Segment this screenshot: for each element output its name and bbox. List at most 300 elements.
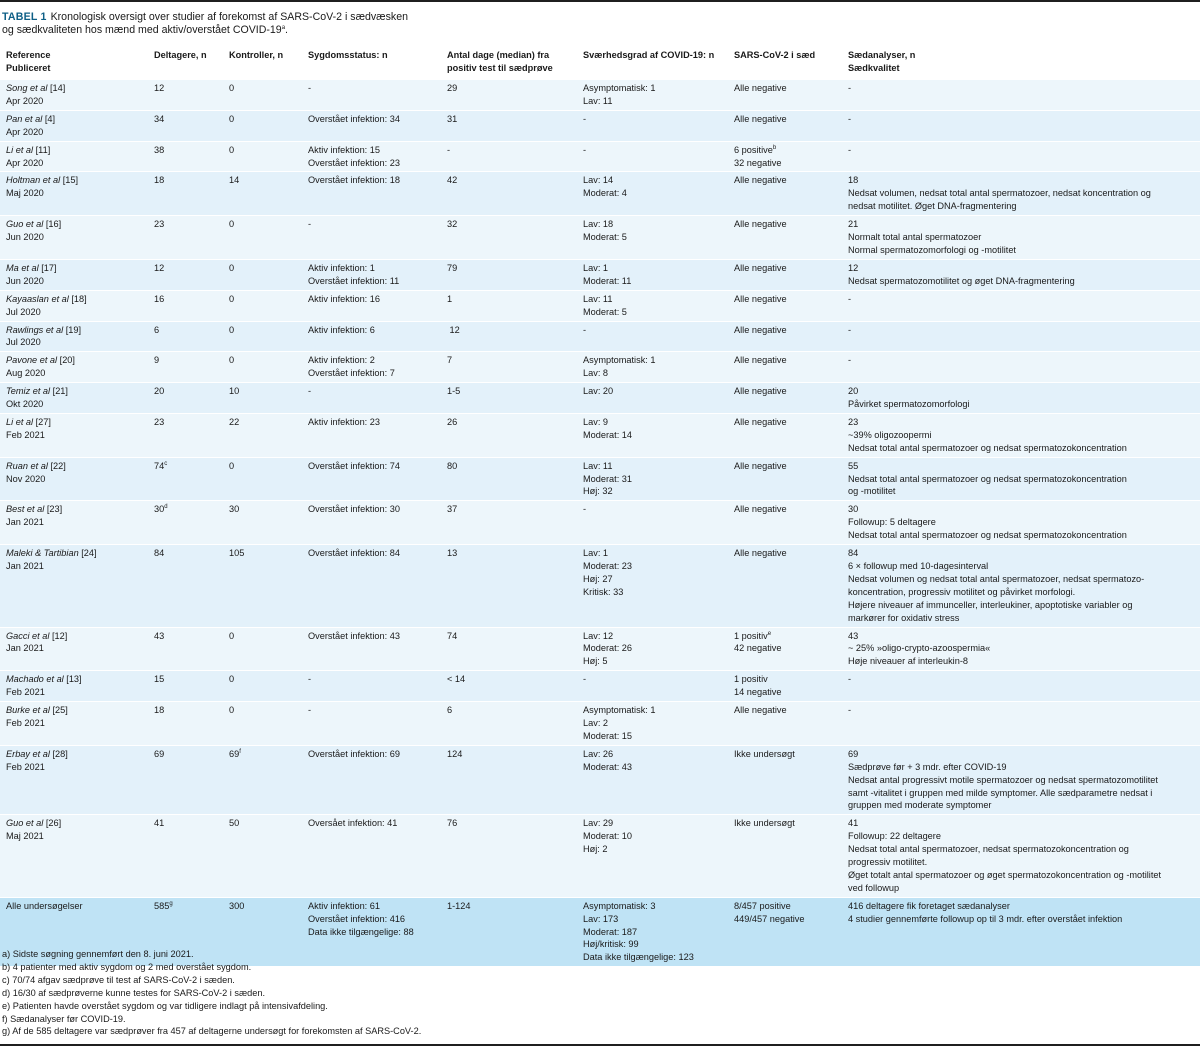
cell-svaerhedsgrad (583, 141, 734, 172)
cell-deltagere (154, 702, 229, 746)
semen-analysis-line: Nedsat total antal spermatozoer og nedsat spermatozokoncentration (848, 530, 1127, 541)
semen-analysis-line: Normal spermatozomorfologi og -motilitet (848, 244, 1016, 255)
status-line: - (308, 705, 312, 716)
cell-kontroller (229, 352, 308, 383)
semen-analysis-line: Høje niveauer af interleukin-8 (848, 656, 969, 667)
semen-analysis-line: Nedsat total antal spermatozoer, nedsat spermatozokoncentration og (848, 844, 1129, 855)
antal-dage-value: 1 (447, 293, 453, 304)
sars-line: Alle negative (734, 324, 787, 335)
cell-sygdomsstatus (308, 745, 447, 815)
kontroller-value: 0 (229, 83, 235, 93)
status-line: Aktiv infektion: 2 (308, 355, 375, 366)
semen-analysis-line: 30 (848, 504, 859, 515)
semen-analysis-line: ved followup (848, 882, 900, 893)
cell-deltagere (154, 216, 229, 260)
table-row (0, 457, 1200, 501)
kontroller-value: 105 (229, 548, 245, 559)
sars-line: Alle negative (734, 355, 787, 366)
header-line: Kontroller, n (229, 50, 284, 60)
cell-sars-cov-2 (734, 80, 848, 111)
cell-reference (0, 702, 154, 746)
antal-dage-value: 79 (447, 262, 458, 273)
cell-reference (0, 80, 154, 111)
reference-author: Holtman et al (6, 175, 61, 186)
kontroller-value: 0 (229, 460, 235, 471)
cell-kontroller (229, 627, 308, 671)
cell-reference (0, 545, 154, 627)
reference-citation: [20] (57, 355, 75, 366)
cell-reference (0, 815, 154, 897)
cell-antal-dage (447, 216, 583, 260)
cell-sars-cov-2 (734, 383, 848, 414)
reference-author: Pavone et al (6, 355, 58, 366)
caption-footnote-mark: a (281, 25, 286, 31)
semen-analysis-line: Påvirket spermatozomorfologi (848, 399, 970, 410)
reference-line (6, 262, 154, 275)
sars-line: 42 negative (734, 643, 782, 654)
deltagere-value: 41 (154, 818, 165, 829)
status-line: Aktiv infektion: 23 (308, 416, 381, 427)
cell-sygdomsstatus (308, 259, 447, 290)
cell-svaerhedsgrad (583, 352, 734, 383)
antal-dage-value: 12 (447, 324, 460, 335)
status-line: Aktiv infektion: 1 (308, 262, 375, 273)
header-deltagere (154, 46, 229, 80)
severity-line: Moderat: 4 (583, 188, 627, 199)
table-row (0, 321, 1200, 352)
cell-sygdomsstatus (308, 321, 447, 352)
cell-sygdomsstatus (308, 352, 447, 383)
deltagere-value: 69 (154, 748, 165, 759)
cell-sygdomsstatus (308, 216, 447, 260)
cell-kontroller (229, 321, 308, 352)
severity-line: - (583, 324, 587, 335)
cell-antal-dage (447, 321, 583, 352)
antal-dage-value: 32 (447, 219, 458, 230)
cell-antal-dage (447, 745, 583, 815)
cell-reference (0, 413, 154, 457)
severity-line: Moderat: 5 (583, 232, 627, 243)
table-row (0, 627, 1200, 671)
severity-line: Data ikke tilgængelige: 123 (583, 952, 694, 963)
publication-date: Jan 2021 (6, 517, 44, 528)
footnote: f) Sædanalyser før COVID-19. (2, 1013, 126, 1024)
cell-reference (0, 216, 154, 260)
severity-line: Lav: 173 (583, 913, 619, 924)
status-line: Overstået infektion: 84 (308, 548, 400, 559)
reference-citation: [21] (50, 386, 68, 397)
footnote-mark: b (772, 144, 777, 151)
cell-svaerhedsgrad (583, 457, 734, 501)
kontroller-value: 0 (229, 219, 235, 230)
cell-sars-cov-2 (734, 545, 848, 627)
cell-reference (0, 501, 154, 545)
reference-citation: [14] (47, 83, 66, 93)
caption-line-1 (2, 11, 1192, 24)
footnote-mark: g (169, 900, 173, 907)
semen-analysis-line: - (848, 355, 852, 366)
deltagere-value: 23 (154, 219, 165, 230)
cell-kontroller (229, 457, 308, 501)
deltagere-value: 6 (154, 324, 160, 335)
cell-antal-dage (447, 815, 583, 897)
cell-sars-cov-2 (734, 259, 848, 290)
reference-citation: [15] (60, 175, 79, 186)
cell-antal-dage (447, 457, 583, 501)
cell-deltagere (154, 413, 229, 457)
cell-svaerhedsgrad (583, 413, 734, 457)
deltagere-value: 585 (154, 900, 170, 911)
antal-dage-value: 76 (447, 818, 458, 829)
semen-analysis-line: - (848, 324, 852, 335)
severity-line: Høj: 27 (583, 573, 613, 584)
table-row (0, 413, 1200, 457)
cell-sars-cov-2 (734, 702, 848, 746)
cell-deltagere (154, 815, 229, 897)
footnote: g) Af de 585 deltagere var sædprøver fra 457 af deltagerne undersøgt for forekomsten af SARS-CoV-2. (2, 1026, 422, 1037)
sars-line: 8/457 positive (734, 900, 791, 911)
semen-analysis-line: Højere niveauer af immunceller, interleukiner, apoptotiske variabler og (848, 599, 1133, 610)
cell-svaerhedsgrad (583, 671, 734, 702)
cell-sygdomsstatus (308, 545, 447, 627)
status-line: Overstået infektion: 34 (308, 113, 400, 124)
table-row (0, 815, 1200, 897)
status-line: Oversået infektion: 41 (308, 818, 398, 829)
severity-line: Asymptomatisk: 3 (583, 900, 656, 911)
status-line: Overstået infektion: 43 (308, 630, 400, 641)
reference-line (6, 817, 154, 830)
header-line: Sædanalyser, n (848, 50, 916, 60)
deltagere-value: 38 (154, 144, 165, 155)
cell-saedanalyser (848, 352, 1200, 383)
table-body (0, 80, 1200, 967)
antal-dage-value: 80 (447, 460, 458, 471)
cell-kontroller (229, 290, 308, 321)
sars-line: Ikke undersøgt (734, 748, 795, 759)
reference-author: Guo et al (6, 818, 44, 829)
publication-date: Feb 2021 (6, 761, 45, 772)
reference-author: Ruan et al (6, 460, 48, 471)
antal-dage-value: 124 (447, 748, 463, 759)
semen-analysis-line: 20 (848, 386, 859, 397)
cell-sygdomsstatus (308, 457, 447, 501)
cell-kontroller (229, 216, 308, 260)
severity-line: Moderat: 23 (583, 561, 633, 571)
publication-date: Jan 2021 (6, 561, 44, 571)
footnote: d) 16/30 af sædprøverne kunne testes for SARS-CoV-2 i sæden. (2, 987, 265, 998)
sars-line: 449/457 negative (734, 913, 805, 924)
reference-author: Song et al (6, 83, 48, 93)
cell-saedanalyser (848, 80, 1200, 111)
cell-svaerhedsgrad (583, 815, 734, 897)
cell-reference (0, 110, 154, 141)
severity-line: Lav: 8 (583, 368, 609, 379)
cell-kontroller (229, 259, 308, 290)
cell-svaerhedsgrad (583, 290, 734, 321)
severity-line: Moderat: 14 (583, 429, 633, 440)
kontroller-value: 14 (229, 175, 240, 186)
sars-line: Alle negative (734, 504, 787, 515)
cell-reference (0, 352, 154, 383)
antal-dage-value: 1-5 (447, 386, 461, 397)
publication-date: Feb 2021 (6, 429, 45, 440)
cell-deltagere (154, 172, 229, 216)
cell-saedanalyser (848, 501, 1200, 545)
severity-line: Lav: 9 (583, 416, 609, 427)
cell-kontroller (229, 383, 308, 414)
cell-sars-cov-2 (734, 172, 848, 216)
cell-sars-cov-2 (734, 815, 848, 897)
reference-citation: [11] (33, 144, 51, 155)
cell-deltagere (154, 290, 229, 321)
severity-line: Lav: 1 (583, 262, 609, 273)
cell-deltagere (154, 501, 229, 545)
severity-line: Lav: 2 (583, 717, 609, 728)
severity-line: Lav: 11 (583, 460, 613, 471)
cell-deltagere (154, 141, 229, 172)
semen-analysis-line: ~39% oligozoopermi (848, 429, 932, 440)
reference-citation: [25] (49, 705, 68, 716)
cell-deltagere (154, 259, 229, 290)
publication-date: Apr 2020 (6, 126, 44, 137)
reference-citation: [23] (44, 504, 63, 515)
cell-saedanalyser (848, 457, 1200, 501)
publication-date: Jan 2021 (6, 643, 44, 654)
status-line: - (308, 674, 312, 685)
severity-line: Lav: 26 (583, 748, 614, 759)
reference-author: Rawlings et al (6, 324, 64, 335)
severity-line: Lav: 14 (583, 175, 614, 186)
severity-line: Lav: 12 (583, 630, 614, 641)
antal-dage-value: 7 (447, 355, 453, 366)
antal-dage-value: 31 (447, 113, 458, 124)
cell-antal-dage (447, 141, 583, 172)
kontroller-value: 0 (229, 355, 235, 366)
publication-date: Feb 2021 (6, 717, 45, 728)
deltagere-value: 12 (154, 83, 165, 93)
table-row (0, 141, 1200, 172)
cell-antal-dage (447, 172, 583, 216)
deltagere-value: 16 (154, 293, 165, 304)
header-reference (0, 46, 154, 80)
severity-line: Moderat: 15 (583, 730, 633, 741)
cell-reference (0, 290, 154, 321)
publication-date: Maj 2021 (6, 831, 44, 842)
deltagere-value: 74 (154, 460, 165, 471)
sars-line: Alle negative (734, 293, 787, 304)
cell-saedanalyser (848, 545, 1200, 627)
reference-author: Burke et al (6, 705, 50, 716)
semen-analysis-line: og -motilitet (848, 486, 896, 497)
cell-kontroller (229, 745, 308, 815)
reference-line (6, 218, 154, 231)
status-line: - (308, 386, 312, 397)
antal-dage-value: 74 (447, 630, 458, 641)
table-row (0, 383, 1200, 414)
cell-svaerhedsgrad (583, 321, 734, 352)
cell-antal-dage (447, 671, 583, 702)
publication-date: Feb 2021 (6, 687, 45, 698)
reference-line (6, 547, 154, 560)
cell-saedanalyser (848, 627, 1200, 671)
total-label: Alle undersøgelser (6, 900, 83, 911)
header-antal-dage (447, 46, 583, 80)
kontroller-value: 22 (229, 416, 240, 427)
reference-citation: [24] (78, 548, 97, 559)
cell-sygdomsstatus (308, 627, 447, 671)
status-line: Overstået infektion: 23 (308, 157, 400, 168)
reference-citation: [26] (43, 818, 62, 829)
reference-citation: [22] (47, 460, 66, 471)
cell-svaerhedsgrad (583, 627, 734, 671)
publication-date: Okt 2020 (6, 399, 44, 410)
deltagere-value: 34 (154, 113, 165, 124)
publication-date: Jul 2020 (6, 306, 41, 317)
cell-reference (0, 321, 154, 352)
table-row (0, 290, 1200, 321)
sars-line: Alle negative (734, 113, 787, 124)
caption-text-2: og sædkvaliteten hos mænd med aktiv/overstået COVID-19 (2, 24, 282, 36)
footnote-mark: f (239, 748, 241, 755)
table-row (0, 259, 1200, 290)
cell-kontroller (229, 172, 308, 216)
reference-line (6, 748, 154, 761)
severity-line: Lav: 11 (583, 293, 613, 304)
header-line: Antal dage (median) fra (447, 50, 550, 60)
semen-analysis-line: 416 deltagere fik foretaget sædanalyser (848, 900, 1010, 911)
reference-citation: [17] (38, 262, 57, 273)
cell-kontroller (229, 80, 308, 111)
cell-sygdomsstatus (308, 671, 447, 702)
severity-line: Lav: 20 (583, 386, 614, 397)
semen-analysis-line: Sædprøve før + 3 mdr. efter COVID-19 (848, 761, 1007, 772)
status-line: Overstået infektion: 18 (308, 175, 400, 186)
cell-svaerhedsgrad (583, 545, 734, 627)
reference-citation: [18] (68, 293, 87, 304)
deltagere-value: 18 (154, 705, 165, 716)
cell-reference (0, 259, 154, 290)
antal-dage-value: 26 (447, 416, 458, 427)
deltagere-value: 30 (154, 504, 165, 515)
semen-analysis-line: Nedsat volumen, nedsat total antal spermatozoer, nedsat koncentration og (848, 188, 1151, 199)
footnote: c) 70/74 afgav sædprøve til test af SARS-CoV-2 i sæden. (2, 974, 235, 985)
antal-dage-value: 13 (447, 548, 458, 559)
header-line: positiv test til sædprøve (447, 62, 553, 73)
caption-text-1: Kronologisk oversigt over studier af forekomst af SARS-CoV-2 i sædvæsken (50, 11, 408, 23)
reference-citation: [13] (63, 674, 82, 685)
sars-line: Alle negative (734, 460, 787, 471)
reference-author: Machado et al (6, 674, 64, 685)
cell-svaerhedsgrad (583, 259, 734, 290)
cell-antal-dage (447, 501, 583, 545)
antal-dage-value: 29 (447, 83, 458, 93)
semen-analysis-line: 43 (848, 630, 859, 641)
reference-line (6, 113, 154, 126)
reference-author: Pan et al (6, 113, 43, 124)
severity-line: Høj: 32 (583, 486, 613, 497)
header-kontroller (229, 46, 308, 80)
reference-line (6, 385, 154, 398)
kontroller-value: 0 (229, 293, 235, 304)
table-caption (2, 11, 1192, 37)
reference-line (6, 416, 154, 429)
semen-analysis-line: gruppen med moderate symptomer (848, 800, 992, 811)
reference-line (6, 354, 154, 367)
study-table (0, 46, 1200, 966)
cell-deltagere (154, 80, 229, 111)
deltagere-value: 23 (154, 416, 165, 427)
severity-line: Høj: 2 (583, 844, 608, 855)
cell-kontroller (229, 110, 308, 141)
footnote: a) Sidste søgning gennemført den 8. juni 2021. (2, 949, 194, 959)
cell-sygdomsstatus (308, 815, 447, 897)
reference-line (6, 460, 154, 473)
table-row (0, 216, 1200, 260)
footnote-mark: c (164, 460, 168, 467)
reference-author: Gacci et al (6, 630, 50, 641)
cell-sars-cov-2 (734, 627, 848, 671)
reference-citation: [27] (33, 416, 51, 427)
antal-dage-value: - (447, 144, 451, 155)
header-line: Publiceret (6, 62, 51, 73)
cell-sygdomsstatus (308, 172, 447, 216)
cell-sars-cov-2 (734, 671, 848, 702)
status-line: Overstået infektion: 7 (308, 368, 395, 379)
severity-line: Asymptomatisk: 1 (583, 355, 656, 366)
severity-line: - (583, 113, 587, 124)
severity-line: - (583, 504, 587, 515)
deltagere-value: 12 (154, 262, 165, 273)
sars-line: 1 positiv (734, 630, 768, 641)
cell-deltagere (154, 545, 229, 627)
cell-svaerhedsgrad (583, 702, 734, 746)
sars-line: Alle negative (734, 548, 787, 559)
sars-line: Alle negative (734, 386, 787, 397)
semen-analysis-line: - (848, 705, 852, 716)
reference-citation: [16] (43, 219, 62, 230)
cell-saedanalyser (848, 702, 1200, 746)
status-line: Overstået infektion: 69 (308, 748, 400, 759)
semen-analysis-line: Nedsat total antal spermatozoer og nedsat spermatozokoncentration (848, 473, 1127, 484)
reference-author: Best et al (6, 504, 45, 515)
cell-saedanalyser (848, 290, 1200, 321)
cell-sygdomsstatus (308, 80, 447, 111)
cell-deltagere (154, 110, 229, 141)
cell-kontroller (229, 702, 308, 746)
reference-author: Maleki & Tartibian (6, 548, 79, 559)
sars-line: 32 negative (734, 157, 782, 168)
table-row (0, 545, 1200, 627)
header-sars-cov-2 (734, 46, 848, 80)
cell-antal-dage (447, 290, 583, 321)
table-row (0, 671, 1200, 702)
publication-date: Jun 2020 (6, 232, 44, 243)
semen-analysis-line: ~ 25% »oligo-crypto-azoospermia« (848, 643, 991, 654)
status-line: Aktiv infektion: 61 (308, 900, 381, 911)
caption-period: . (285, 24, 288, 36)
sars-line-wrap (734, 630, 848, 643)
severity-line: - (583, 674, 587, 685)
footnote-mark: e (767, 630, 772, 637)
semen-analysis-line: 6 × followup med 10-dagesinterval (848, 561, 989, 571)
cell-antal-dage (447, 545, 583, 627)
publication-date: Nov 2020 (6, 473, 46, 484)
reference-citation: [4] (42, 113, 56, 124)
sars-line-wrap (734, 144, 848, 157)
publication-date: Maj 2020 (6, 188, 44, 199)
cell-antal-dage (447, 259, 583, 290)
cell-sars-cov-2 (734, 141, 848, 172)
